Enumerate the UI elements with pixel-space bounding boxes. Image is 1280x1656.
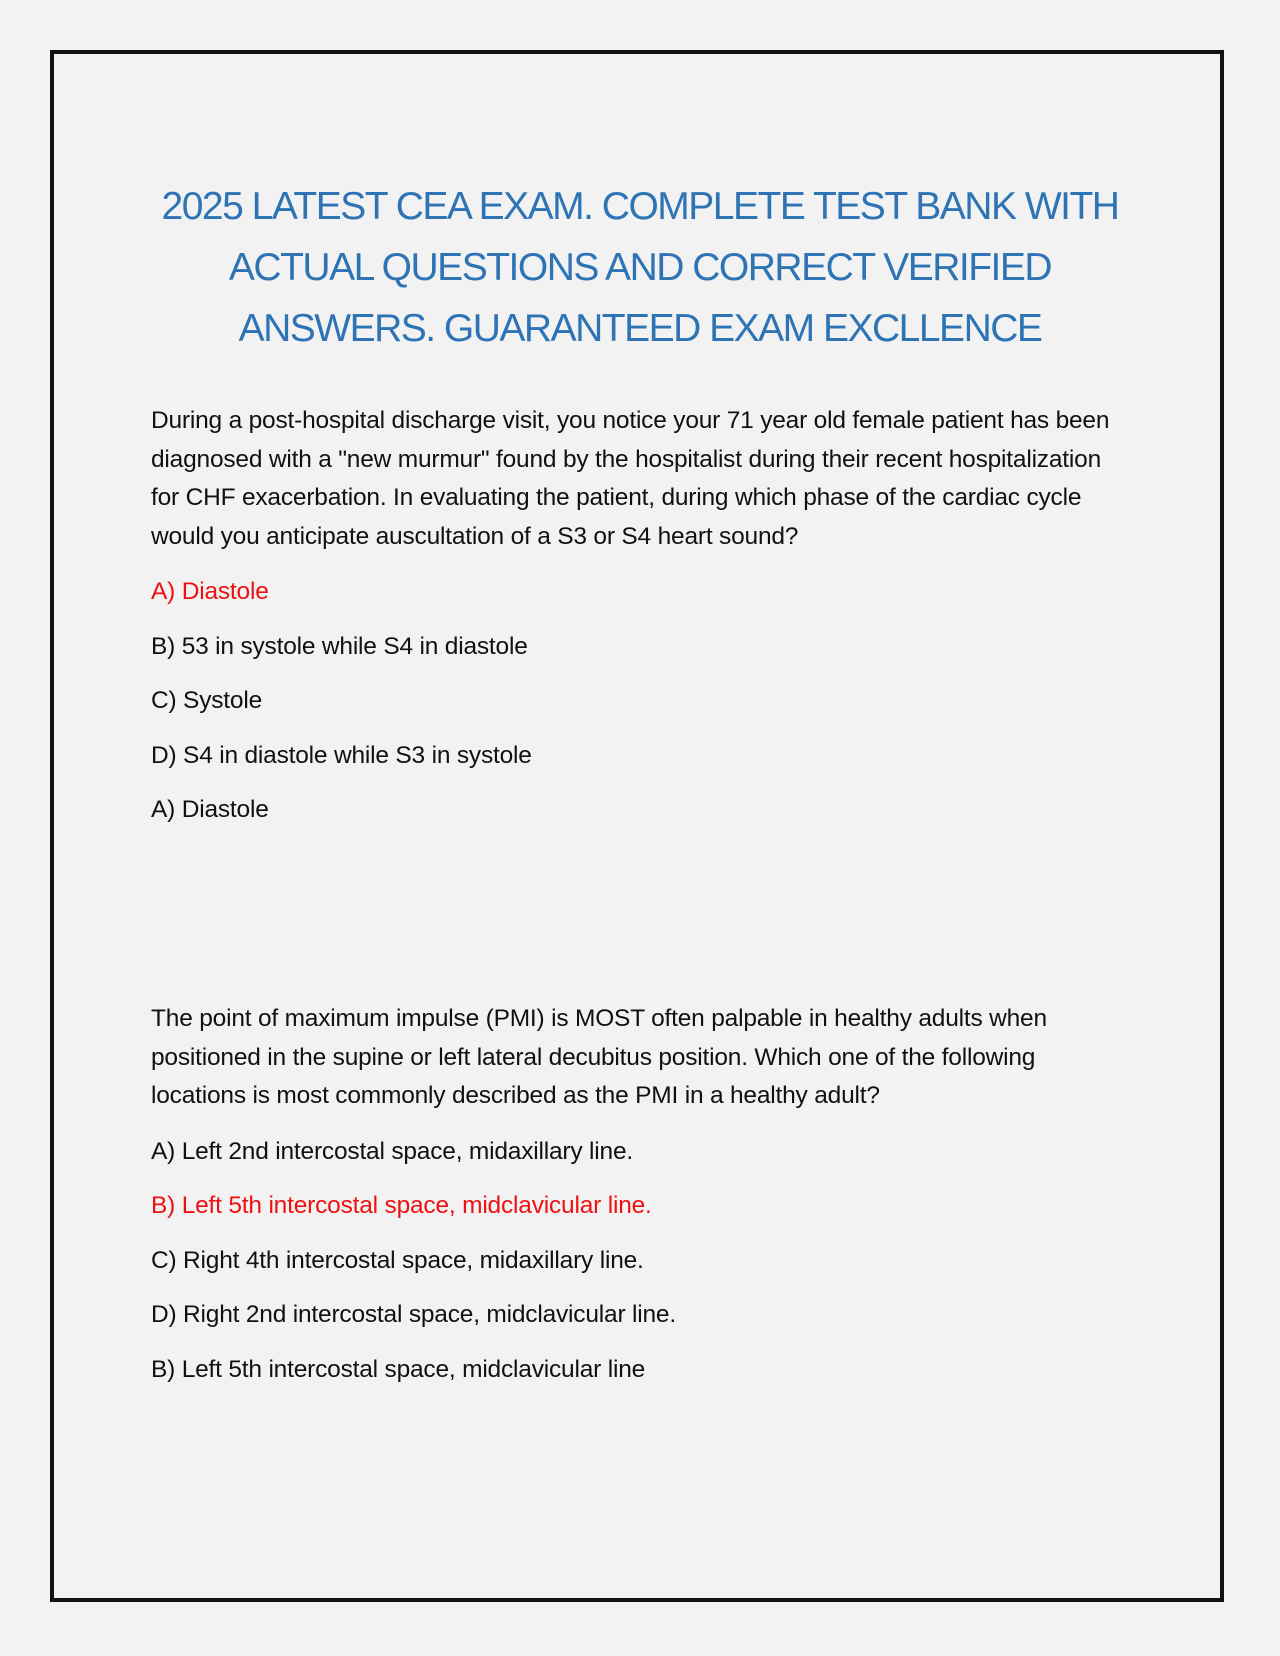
option-d: D) Right 2nd intercostal space, midclavicular line. (151, 1301, 676, 1328)
question-stem: During a post-hospital discharge visit, you notice your 71 year old female patient has been diagnosed with a "new murmur" found by the hospitalist during their recent hospitalization for CHF exacerbation. In evaluating the patient, during which phase of the cardiac cycle would you anticipate auscultation of a S3 or S4 heart sound? (151, 407, 1110, 550)
option-c: C) Systole (151, 687, 263, 714)
option-c: C) Right 4th intercostal space, midaxillary line. (151, 1246, 644, 1274)
option-a: A) Left 2nd intercostal space, midaxillary line. (151, 1137, 633, 1165)
answer-line: B) Left 5th intercostal space, midclavicular line (151, 1355, 646, 1383)
document-title: 2025 LATEST CEA EXAM. COMPLETE TEST BANK WITH ACTUAL QUESTIONS AND CORRECT VERIFIED ANSWERS. GUARANTEED EXAM EXCLLENCE (161, 185, 1119, 350)
question-1 (151, 402, 1131, 846)
option-a-highlighted: A) Diastole (151, 578, 269, 605)
question-2 (151, 1000, 1131, 1405)
option-b-highlighted: B) Left 5th intercostal space, midclavicular line. (151, 1192, 652, 1219)
question-stem: The point of maximum impulse (PMI) is MOST often palpable in healthy adults when positioned in the supine or left lateral decubitus position. Which one of the following locations is most commonly described as the PMI in a healthy adult? (151, 1005, 1047, 1109)
answer-line: A) Diastole (151, 796, 269, 823)
option-b: B) 53 in systole while S4 in diastole (151, 632, 528, 660)
option-d: D) S4 in diastole while S3 in systole (151, 741, 532, 769)
